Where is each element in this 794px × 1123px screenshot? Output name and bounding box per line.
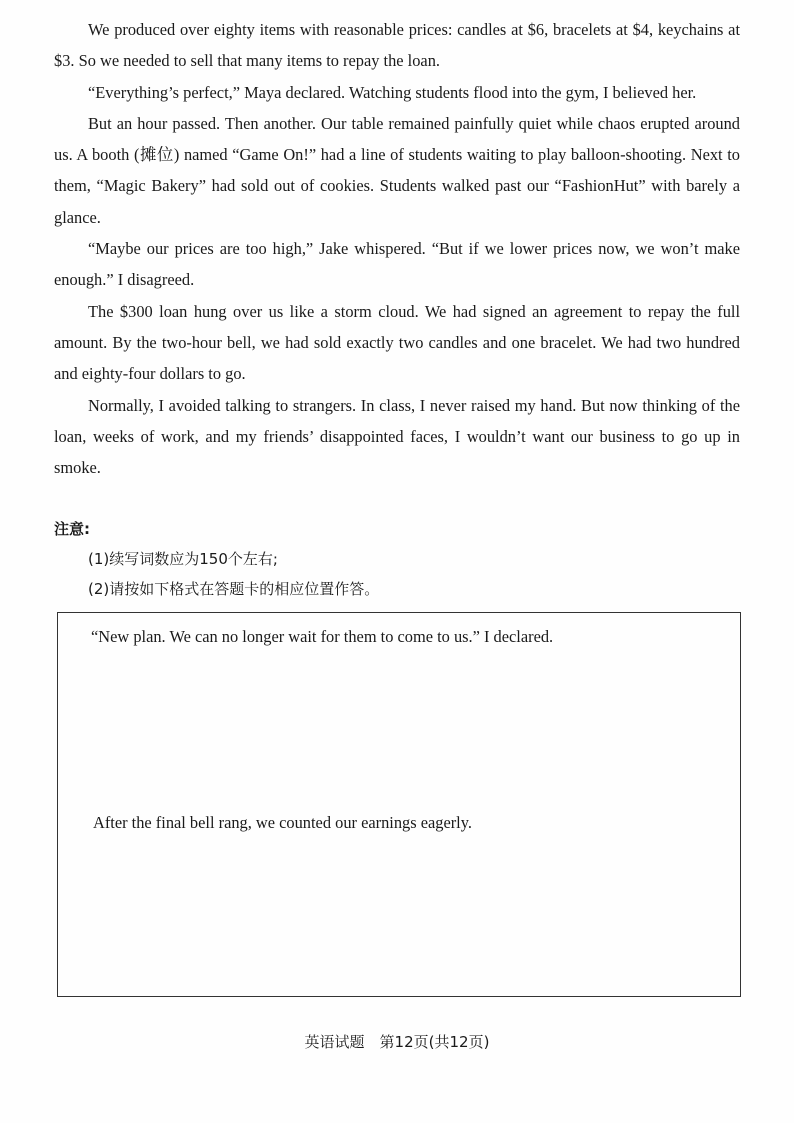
story-text	[54, 14, 740, 483]
paragraph-two-opening: After the final bell rang, we counted our earnings eagerly.	[93, 813, 472, 832]
story-paragraph-2: “Everything’s perfect,” Maya declared. Watching students flood into the gym, I believed her.	[88, 82, 697, 102]
story-paragraph-6: Normally, I avoided talking to strangers. In class, I never raised my hand. But now thinking of the loan, weeks of work, and my friends’ disappointed faces, I wouldn’t want our business to go up in smoke.	[54, 395, 740, 478]
answer-box	[57, 612, 741, 997]
story-paragraph-4: “Maybe our prices are too high,” Jake whispered. “But if we lower prices now, we won’t make enough.” I disagreed.	[54, 239, 740, 290]
instruction-answer-format: (2)请按如下格式在答题卡的相应位置作答。	[88, 580, 380, 598]
story-paragraph-1: We produced over eighty items with reasonable prices: candles at $6, bracelets at $4, keychains at $3. So we needed to sell that many items to repay the loan.	[54, 20, 740, 71]
instructions	[54, 514, 740, 604]
page-footer: 英语试题 第12页(共12页)	[304, 1033, 490, 1051]
story-paragraph-3: But an hour passed. Then another. Our table remained painfully quiet while chaos erupted around us. A booth (摊位) named “Game On!” had a line of students waiting to play balloon-shooting. Next to them, “Magic Bakery” had sold out of cookies. Students walked past our “FashionHut” with barely a glance.	[54, 113, 740, 227]
story-paragraph-5: The $300 loan hung over us like a storm cloud. We had signed an agreement to repay the full amount. By the two-hour bell, we had sold exactly two candles and one bracelet. We had two hundred and eighty-four dollars to go.	[54, 301, 740, 384]
instruction-word-count: (1)续写词数应为150个左右;	[88, 550, 278, 568]
paragraph-one-opening: “New plan. We can no longer wait for them to come to us.” I declared.	[91, 627, 554, 646]
instructions-title: 注意:	[54, 520, 90, 538]
